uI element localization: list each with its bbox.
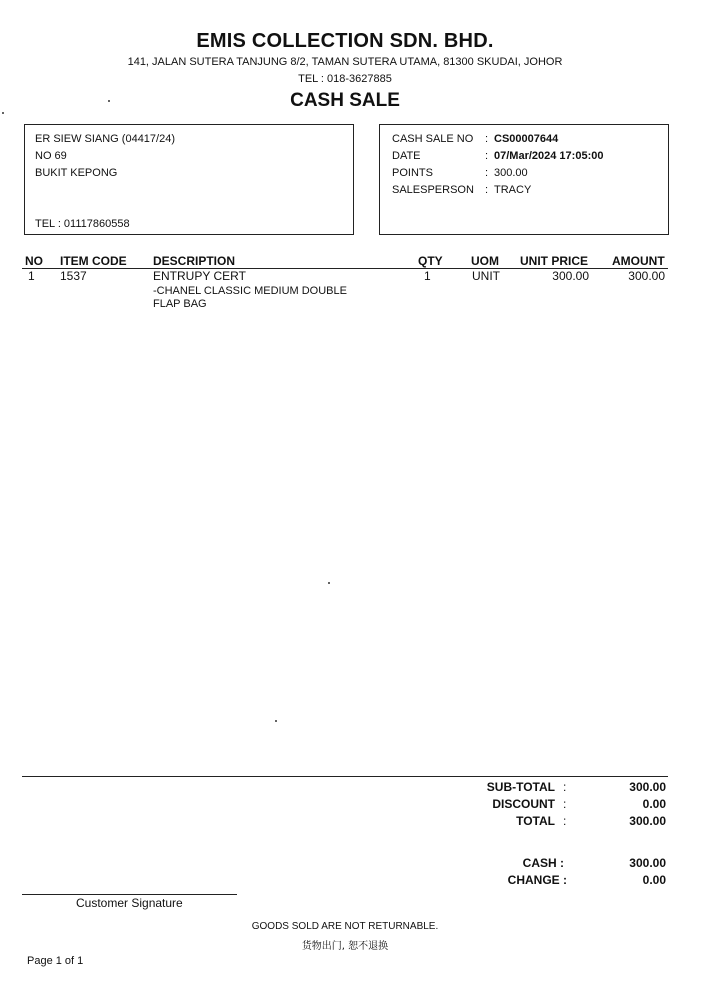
points-label: POINTS	[392, 167, 433, 179]
colon: :	[485, 167, 489, 179]
row-description-detail: FLAP BAG	[153, 298, 207, 310]
company-tel: TEL : 018-3627885	[298, 73, 392, 85]
header-amount: AMOUNT	[612, 254, 665, 268]
scan-speck	[275, 720, 277, 722]
notice-english: GOODS SOLD ARE NOT RETURNABLE.	[251, 921, 439, 932]
header-qty: QTY	[418, 254, 443, 268]
discount-value: 0.00	[642, 797, 666, 811]
row-qty: 1	[424, 269, 431, 283]
colon: :	[485, 133, 489, 145]
row-unit-price: 300.00	[552, 269, 589, 283]
header-uom: UOM	[471, 254, 499, 268]
notice-chinese: 货物出门, 恕不退换	[301, 941, 389, 952]
header-description: DESCRIPTION	[153, 254, 236, 268]
discount-label: DISCOUNT	[492, 797, 555, 811]
row-no: 1	[28, 269, 35, 283]
subtotal-value: 300.00	[629, 780, 666, 794]
total-value: 300.00	[629, 814, 666, 828]
cash-label: CASH :	[522, 856, 564, 870]
row-description: ENTRUPY CERT	[153, 269, 246, 283]
colon: :	[563, 814, 567, 828]
cash-sale-no-label: CASH SALE NO	[392, 133, 474, 145]
row-uom: UNIT	[472, 269, 500, 283]
customer-tel: TEL : 01117860558	[35, 218, 130, 230]
colon: :	[485, 184, 489, 196]
scan-speck	[2, 112, 4, 114]
document-title: CASH SALE	[290, 90, 400, 111]
sale-info-box	[379, 124, 669, 235]
row-amount: 300.00	[628, 269, 665, 283]
colon: :	[485, 150, 489, 162]
customer-name: ER SIEW SIANG (04417/24)	[35, 133, 175, 145]
colon: :	[563, 797, 567, 811]
salesperson-label: SALESPERSON	[392, 184, 474, 196]
cash-value: 300.00	[629, 856, 666, 870]
header-unit-price: UNIT PRICE	[520, 254, 589, 268]
salesperson-value: TRACY	[494, 184, 532, 196]
scan-speck	[328, 582, 330, 584]
date-label: DATE	[392, 150, 421, 162]
change-label: CHANGE :	[507, 873, 567, 887]
row-description-detail: -CHANEL CLASSIC MEDIUM DOUBLE	[153, 285, 347, 297]
customer-address-line1: NO 69	[35, 150, 67, 162]
company-name: EMIS COLLECTION SDN. BHD.	[196, 30, 494, 52]
totals-divider	[22, 776, 668, 777]
total-label: TOTAL	[516, 814, 555, 828]
customer-signature-label: Customer Signature	[76, 896, 183, 910]
colon: :	[563, 780, 567, 794]
change-value: 0.00	[642, 873, 666, 887]
header-item-code: ITEM CODE	[60, 254, 127, 268]
signature-line	[22, 894, 237, 895]
row-item-code: 1537	[60, 269, 87, 283]
page-number: Page 1 of 1	[27, 955, 84, 967]
header-no: NO	[25, 254, 43, 268]
customer-address-line2: BUKIT KEPONG	[35, 167, 118, 179]
customer-box	[24, 124, 354, 235]
points-value: 300.00	[494, 167, 528, 179]
company-address: 141, JALAN SUTERA TANJUNG 8/2, TAMAN SUTERA UTAMA, 81300 SKUDAI, JOHOR	[127, 56, 563, 68]
cash-sale-no-value: CS00007644	[494, 133, 559, 145]
date-value: 07/Mar/2024 17:05:00	[494, 150, 604, 162]
subtotal-label: SUB-TOTAL	[486, 780, 555, 794]
scan-speck	[108, 100, 110, 102]
